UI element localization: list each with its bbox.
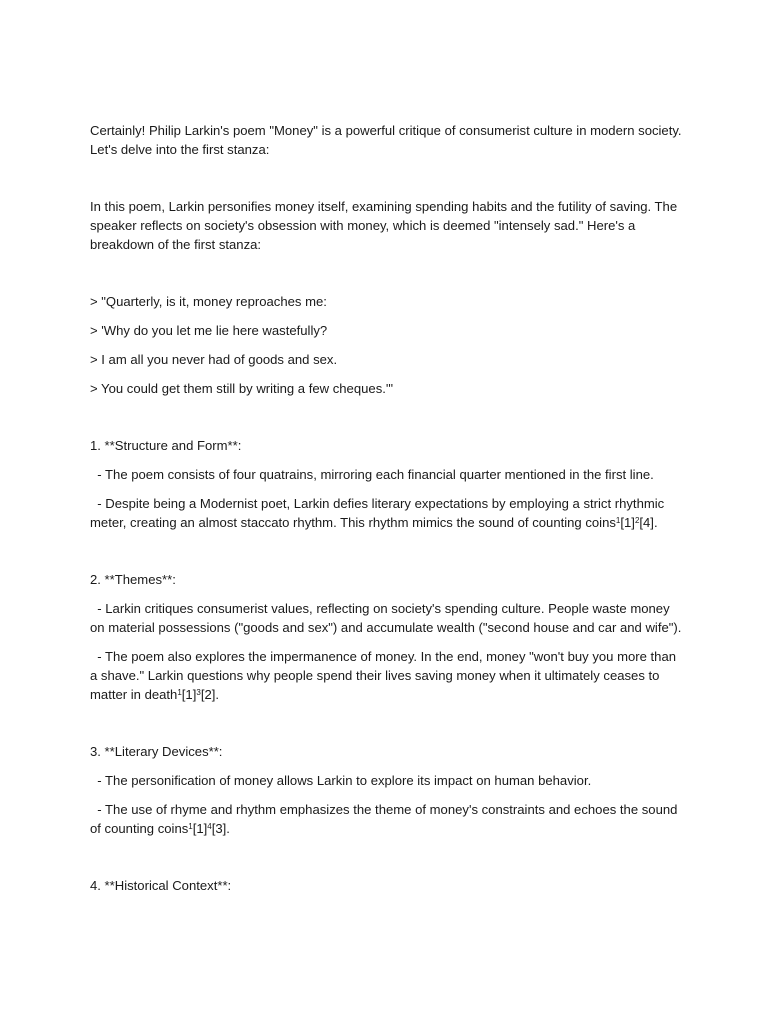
quote-line: > 'Why do you let me lie here wastefully?: [90, 323, 328, 338]
section-heading: 3. **Literary Devices**:: [90, 744, 223, 759]
point-text: - The poem also explores the impermanence of money. In the end, money "won't buy you more than a shave." Larkin questions why people spend their lives saving money when it ultimately ceases to matter in death: [90, 649, 680, 702]
citation-marker: 3: [196, 688, 201, 697]
section-point: [90, 800, 682, 838]
section-point: - The personification of money allows Larkin to explore its impact on human behavior.: [97, 773, 592, 788]
quote-line: > "Quarterly, is it, money reproaches me:: [90, 294, 327, 309]
quote-line: > You could get them still by writing a few cheques.'": [90, 381, 394, 396]
section-heading: 2. **Themes**:: [90, 572, 176, 587]
overview-paragraph: In this poem, Larkin personifies money itself, examining spending habits and the futility of saving. The speaker reflects on society's obsession with money, which is deemed "intensely sad." Here's a breakdown of the first stanza:: [90, 199, 681, 252]
section-heading: 4. **Historical Context**:: [90, 878, 232, 893]
section-heading: 1. **Structure and Form**:: [90, 438, 242, 453]
citation-link[interactable]: [2].: [200, 687, 220, 702]
citation-link[interactable]: [1]: [181, 687, 197, 702]
intro-paragraph: Certainly! Philip Larkin's poem "Money" is a powerful critique of consumerist culture in modern society. Let's delve into the first stanza:: [90, 123, 686, 157]
section-point: [90, 647, 682, 704]
citation-marker: 2: [634, 516, 640, 525]
citation-link[interactable]: [1]: [620, 515, 635, 530]
section-point: - Larkin critiques consumerist values, reflecting on society's spending culture. People waste money on material possessions ("goods and sex") and accumulate wealth ("second house and car and wife").: [90, 601, 682, 635]
citation-marker: 1: [177, 688, 182, 697]
quote-line: > I am all you never had of goods and sex.: [90, 352, 338, 367]
point-text: - The use of rhyme and rhythm emphasizes the theme of money's constraints and echoes the sound of counting coins: [90, 802, 682, 836]
point-text: - Despite being a Modernist poet, Larkin defies literary expectations by employing a strict rhythmic meter, creating an almost staccato rhythm. This rhythm mimics the sound of counting coins: [90, 496, 668, 530]
citation-link[interactable]: [3].: [211, 821, 230, 836]
citation-marker: 4: [207, 822, 212, 831]
citation-marker: 1: [188, 822, 193, 831]
document-body: [90, 121, 686, 895]
citation-link[interactable]: [4].: [639, 515, 658, 530]
section-point: [90, 494, 682, 532]
section-point: - The poem consists of four quatrains, mirroring each financial quarter mentioned in the first line.: [97, 467, 654, 482]
citation-marker: 1: [615, 516, 621, 525]
citation-link[interactable]: [1]: [192, 821, 208, 836]
